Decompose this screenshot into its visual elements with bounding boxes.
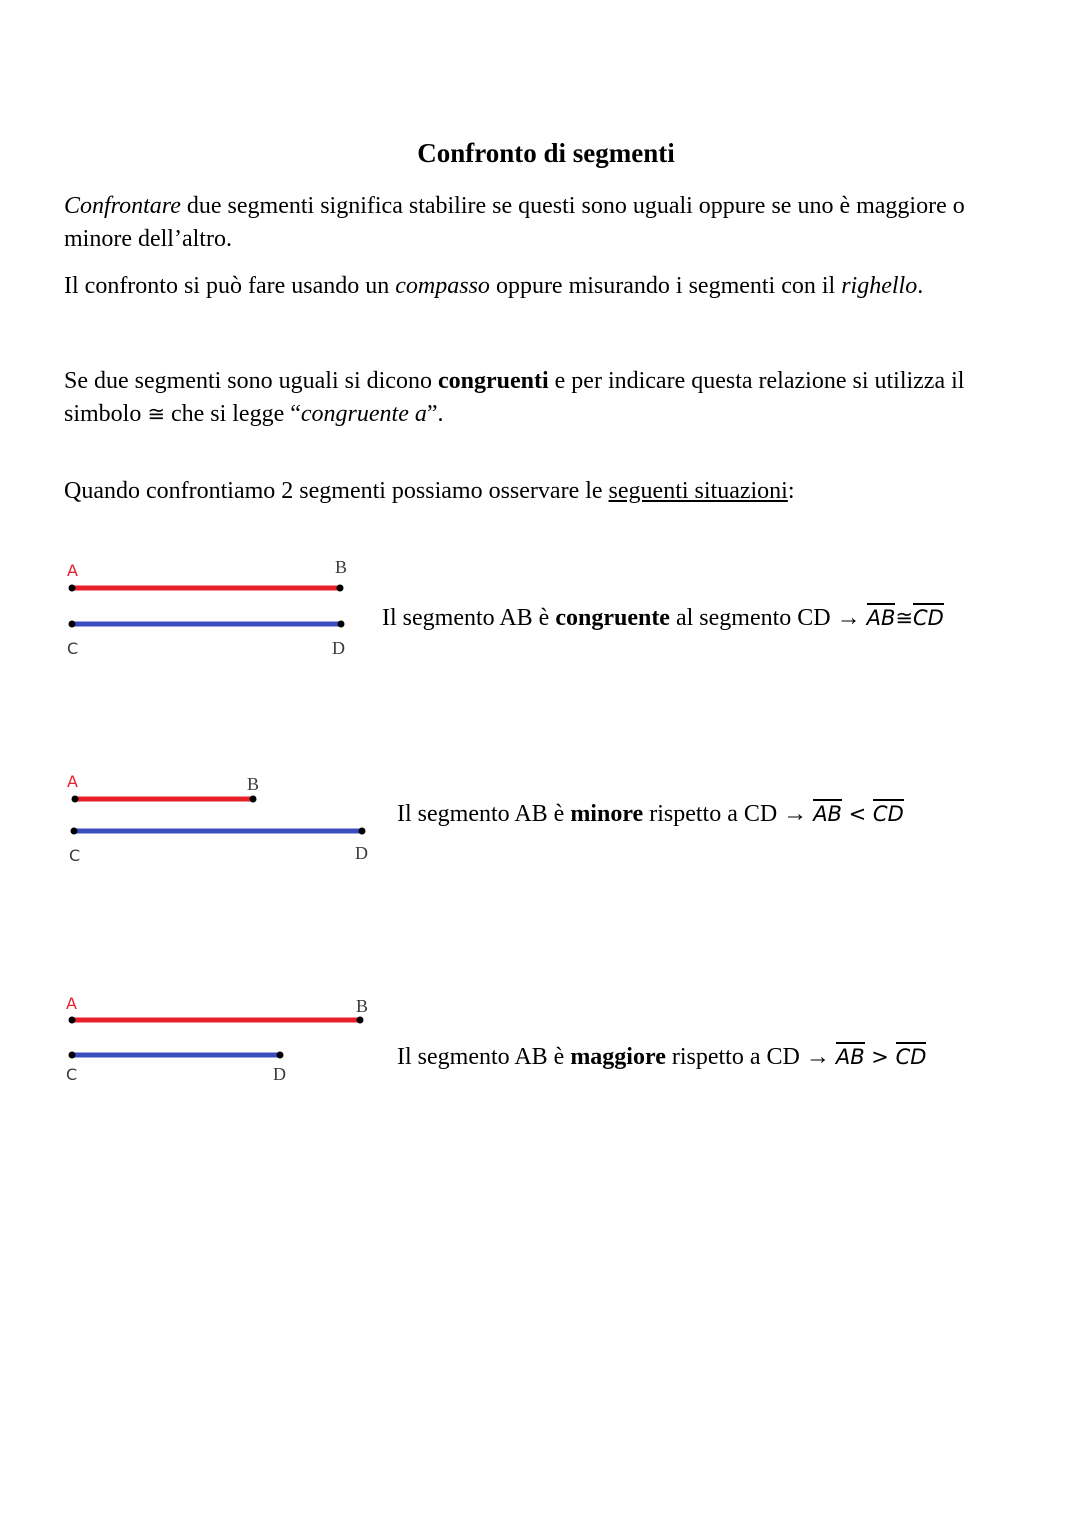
term-righello: righello xyxy=(841,273,918,299)
point-a xyxy=(69,1017,76,1024)
segment-cd-notation: CD xyxy=(896,1042,927,1069)
point-a xyxy=(72,796,79,803)
point-d xyxy=(277,1052,284,1059)
label-d: D xyxy=(332,638,345,658)
page-title: Confronto di segmenti xyxy=(417,138,675,168)
paragraph-situazioni: Quando confrontiamo 2 segmenti possiamo osservare le seguenti situazioni: xyxy=(64,478,795,504)
paragraph-tools: Il confronto si può fare usando un compasso oppure misurando i segmenti con il righello. xyxy=(64,273,924,299)
statement-congruent: Il segmento AB è congruente al segmento CD → AB≅CD xyxy=(382,605,944,631)
paragraph-definition: Confrontare due segmenti significa stabilire se questi sono uguali oppure se uno è maggiore o minore dell’altro. xyxy=(64,193,965,252)
label-d: D xyxy=(273,1064,286,1084)
figure-major xyxy=(0,988,380,1088)
figure-minor xyxy=(0,765,380,875)
point-c xyxy=(69,621,76,628)
statement-minor: Il segmento AB è minore rispetto a CD → AB < CD xyxy=(397,801,904,827)
segment-ab-notation: AB xyxy=(867,603,896,630)
label-d: D xyxy=(355,843,368,863)
label-a: A xyxy=(67,772,78,791)
relation-symbol: < xyxy=(841,802,873,826)
term-congruenti: congruenti xyxy=(437,368,549,394)
point-c xyxy=(71,828,78,835)
point-c xyxy=(69,1052,76,1059)
term-congruente-a: congruente a xyxy=(300,401,427,427)
label-c: C xyxy=(67,639,79,658)
segment-ab-notation: AB xyxy=(836,1042,865,1069)
point-d xyxy=(338,621,345,628)
point-d xyxy=(359,828,366,835)
label-c: C xyxy=(66,1065,78,1084)
segment-cd-notation: CD xyxy=(913,603,944,630)
congruent-symbol: ≅ xyxy=(147,402,165,426)
figure-congruent xyxy=(0,550,380,665)
label-b: B xyxy=(356,996,369,1016)
point-a xyxy=(69,585,76,592)
label-c: C xyxy=(69,846,81,865)
underlined-phrase: seguenti situazioni xyxy=(608,478,788,504)
point-b xyxy=(337,585,344,592)
label-b: B xyxy=(335,557,348,577)
point-b xyxy=(250,796,257,803)
point-b xyxy=(357,1017,364,1024)
segment-ab-notation: AB xyxy=(813,799,842,826)
statement-major: Il segmento AB è maggiore rispetto a CD → AB > CD xyxy=(397,1044,927,1070)
term-compasso: compasso xyxy=(395,273,490,299)
label-a: A xyxy=(67,561,78,580)
segment-cd-notation: CD xyxy=(873,799,904,826)
label-b: B xyxy=(247,774,260,794)
relation-symbol: ≅ xyxy=(895,606,913,630)
relation-symbol: > xyxy=(864,1045,896,1069)
term-confrontare: Confrontare xyxy=(64,193,181,219)
label-a: A xyxy=(66,994,77,1013)
paragraph-congruenti: Se due segmenti sono uguali si dicono congruenti e per indicare questa relazione si utilizza il simbolo ≅ che si legge “congruente a”. xyxy=(64,368,965,427)
